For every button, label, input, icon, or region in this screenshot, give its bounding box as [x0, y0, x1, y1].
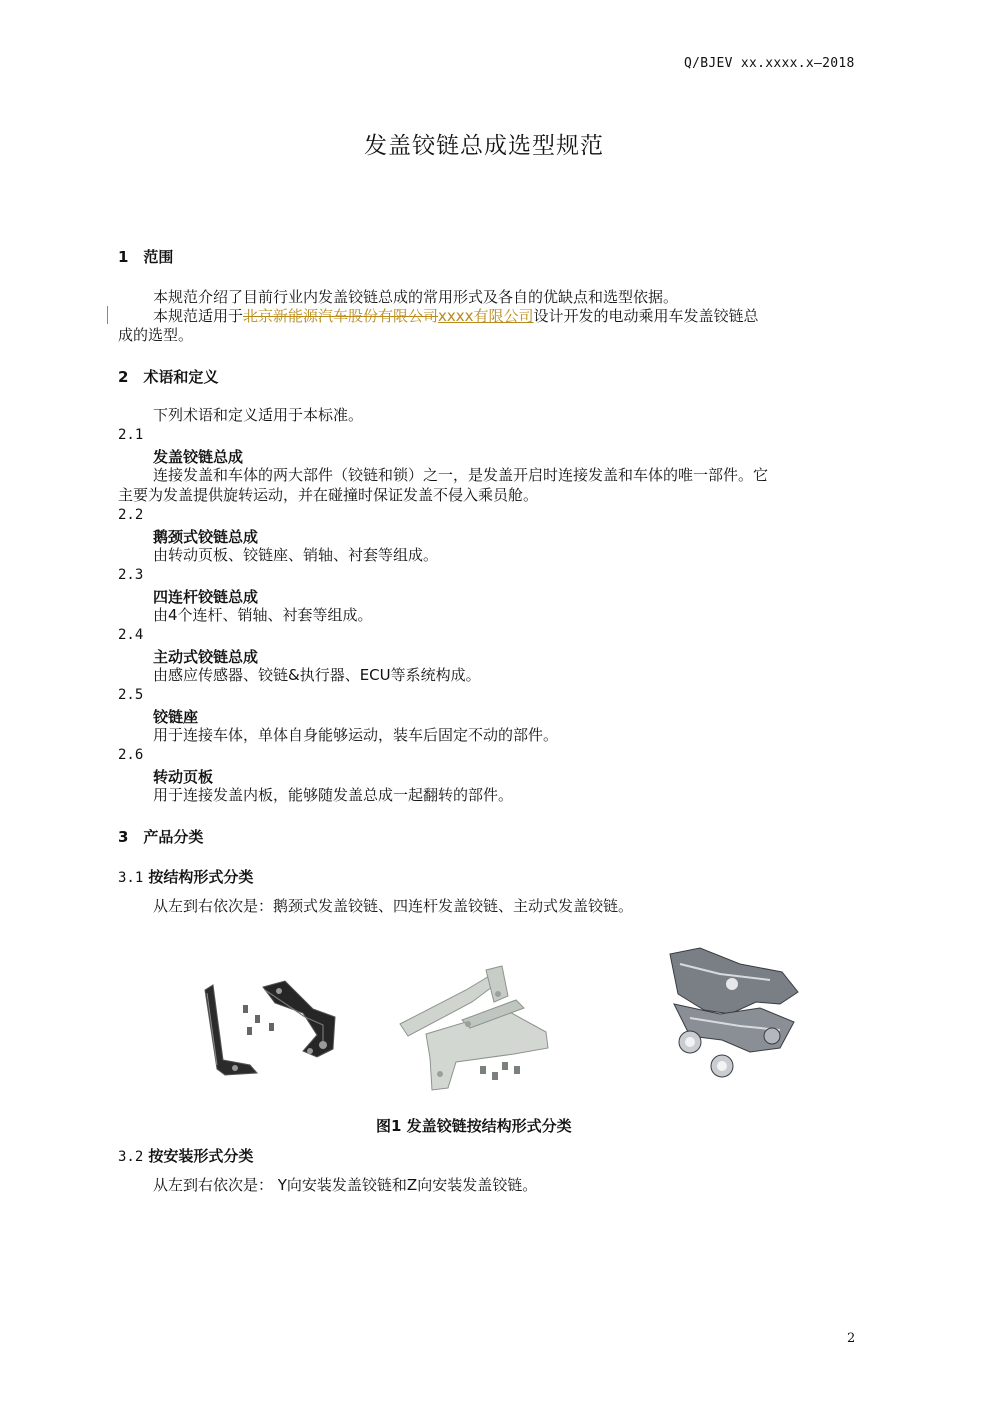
- section-1-paragraph-1: 本规范介绍了目前行业内发盖铰链总成的常用形式及各自的优缺点和选型依据。: [153, 288, 679, 306]
- deleted-text: 北京新能源汽车股份有限公司: [243, 307, 439, 325]
- section-2-intro: 下列术语和定义适用于本标准。: [153, 406, 364, 424]
- term-title: 转动页板: [153, 768, 214, 786]
- section-3-heading: 3 产品分类: [118, 828, 204, 846]
- term-title: 发盖铰链总成: [153, 448, 244, 466]
- p2-text-after: 设计开发的电动乘用车发盖铰链总: [533, 307, 759, 325]
- page-number: 2: [847, 1331, 856, 1346]
- document-title: 发盖铰链总成选型规范: [364, 133, 604, 159]
- subsection-number: 3.1: [118, 870, 144, 886]
- gooseneck-hinge-image: [195, 965, 350, 1085]
- term-title: 鹅颈式铰链总成: [153, 528, 259, 546]
- revision-change-bar: [107, 306, 108, 324]
- term-title: 主动式铰链总成: [153, 648, 259, 666]
- term-definition: 用于连接发盖内板，能够随发盖总成一起翻转的部件。: [153, 786, 514, 804]
- subsection-3-2-heading: [118, 1145, 253, 1166]
- term-number: 2.5: [118, 687, 144, 703]
- term-title: 四连杆铰链总成: [153, 588, 259, 606]
- active-hinge-image: [660, 944, 810, 1079]
- section-1-paragraph-2: [153, 307, 759, 326]
- term-number: 2.2: [118, 507, 144, 523]
- term-definition: 用于连接车体，单体自身能够运动，装车后固定不动的部件。: [153, 726, 559, 744]
- inserted-text: xxxx有限公司: [438, 307, 534, 325]
- document-code-header: Q/BJEV xx.xxxx.x—2018: [684, 56, 855, 71]
- term-definition: 由4个连杆、销轴、衬套等组成。: [153, 606, 373, 624]
- subsection-3-1-text: 从左到右依次是：鹅颈式发盖铰链、四连杆发盖铰链、主动式发盖铰链。: [153, 897, 634, 915]
- section-1-paragraph-2-continued: 成的选型。: [118, 326, 194, 344]
- term-definition: 由转动页板、铰链座、销轴、衬套等组成。: [153, 546, 439, 564]
- subsection-3-1-heading: [118, 866, 253, 887]
- term-definition: 连接发盖和车体的两大部件（铰链和锁）之一，是发盖开启时连接发盖和车体的唯一部件。它: [153, 466, 769, 484]
- figure-caption: 图1 发盖铰链按结构形式分类: [376, 1117, 572, 1135]
- section-1-heading: 1 范围: [118, 248, 174, 266]
- term-definition: 由感应传感器、铰链&执行器、ECU等系统构成。: [153, 666, 481, 684]
- term-title: 铰链座: [153, 708, 199, 726]
- term-number: 2.1: [118, 427, 144, 443]
- section-2-heading: 2 术语和定义: [118, 368, 219, 386]
- subsection-number: 3.2: [118, 1149, 144, 1165]
- term-number: 2.4: [118, 627, 144, 643]
- four-bar-linkage-hinge-image: [396, 962, 556, 1092]
- p2-text-before: 本规范适用于: [153, 307, 244, 325]
- subsection-3-2-text: 从左到右依次是： Y向安装发盖铰链和Z向安装发盖铰链。: [153, 1176, 538, 1194]
- subsection-title: 按安装形式分类: [148, 1147, 254, 1165]
- term-number: 2.6: [118, 747, 144, 763]
- subsection-title: 按结构形式分类: [148, 868, 254, 886]
- term-definition-continued: 主要为发盖提供旋转运动，并在碰撞时保证发盖不侵入乘员舱。: [118, 486, 539, 504]
- term-number: 2.3: [118, 567, 144, 583]
